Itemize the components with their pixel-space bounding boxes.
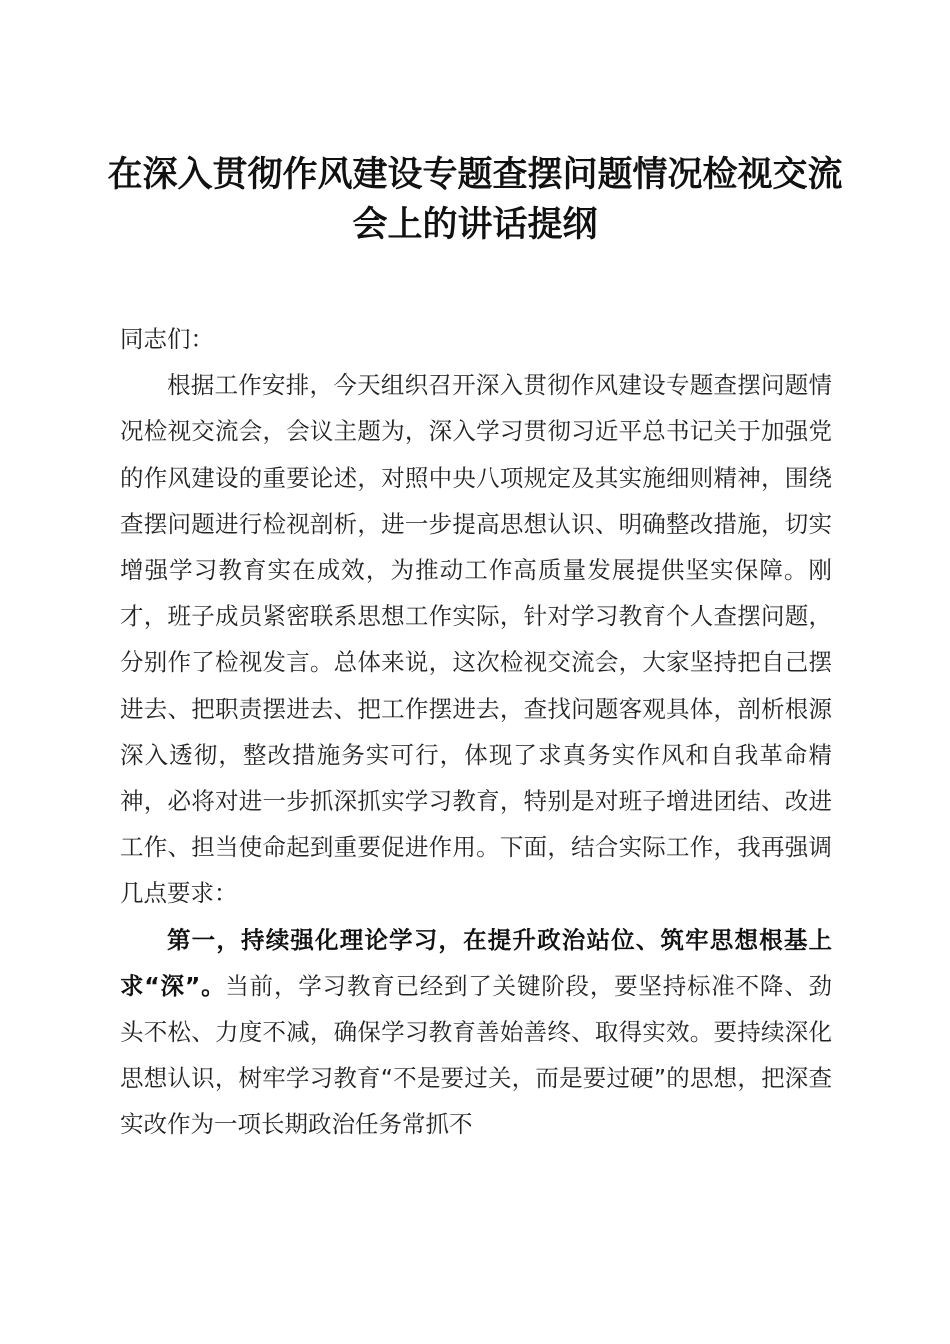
- document-body: [120, 316, 832, 1148]
- salutation: 同志们：: [120, 325, 214, 353]
- section-1-body: 当前，学习教育已经到了关键阶段，要坚持标准不降、劲头不松、力度不减，确保学习教育善始善终、取得实效。要持续深化思想认识，树牢学习教育“不是要过关，而是要过硬”的思想，把深查实改作为一项长期政治任务常抓不: [120, 971, 832, 1139]
- paragraph-intro: 根据工作安排，今天组织召开深入贯彻作风建设专题查摆问题情况检视交流会，会议主题为，深入学习贯彻习近平总书记关于加强党的作风建设的重要论述，对照中央八项规定及其实施细则精神，围绕查摆问题进行检视剖析，进一步提高思想认识、明确整改措施，切实增强学习教育实在成效，为推动工作高质量发展提供坚实保障。刚才，班子成员紧密联系思想工作实际，针对学习教育个人查摆问题，分别作了检视发言。总体来说，这次检视交流会，大家坚持把自己摆进去、把职责摆进去、把工作摆进去，查找问题客观具体，剖析根源深入透彻，整改措施务实可行，体现了求真务实作风和自我革命精神，必将对进一步抓深抓实学习教育，特别是对班子增进团结、改进工作、担当使命起到重要促进作用。下面，结合实际工作，我再强调几点要求：: [120, 371, 832, 908]
- paragraph-section-1: [120, 917, 832, 1148]
- section-1-heading: 第一，持续强化理论学习，在提升政治站位、筑牢思想根基上求“深”。: [120, 925, 832, 1000]
- document-title: 在深入贯彻作风建设专题查摆问题情况检视交流会上的讲话提纲: [107, 154, 843, 245]
